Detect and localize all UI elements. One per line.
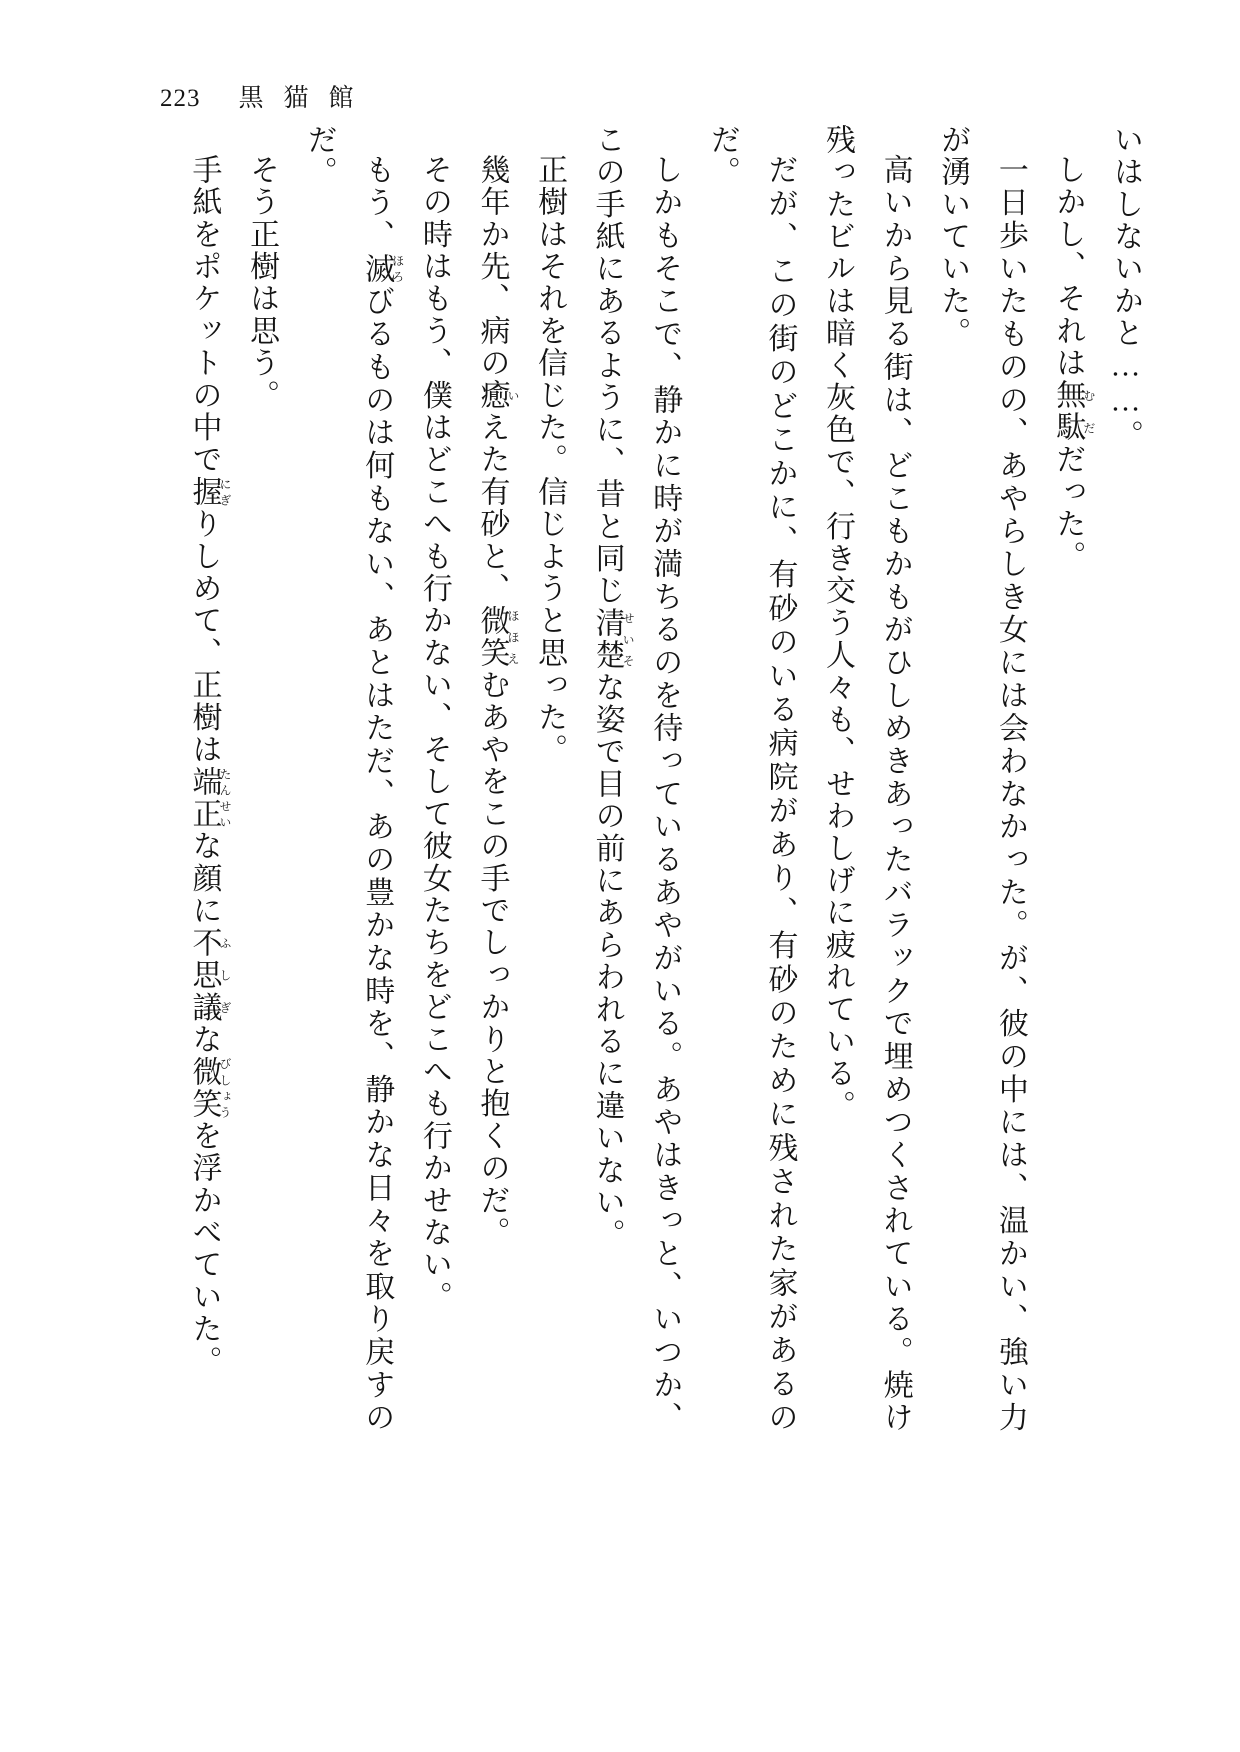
paragraph: しかもそこで、静かに時が満ちるのを待っているあやがいる。あやはきっと、いつか、この手紙にあるように、昔と同じ清楚せいそな姿で目の前にあらわれるに違いない。 xyxy=(590,124,682,1434)
ruby-fushigi: 不思議ふしぎ xyxy=(187,926,232,1024)
paragraph: いはしないかと……。 xyxy=(1109,124,1142,452)
paragraph: 幾年か先、病の癒いえた有砂と、微笑ほほえむあやをこの手でしっかりと抱くのだ。 xyxy=(475,154,520,1249)
paragraph: 手紙をポケットの中で握にぎりしめて、正樹は端正たんせいな顔に不思議ふしぎな微笑びしょうを浮かべていた。 xyxy=(187,154,232,1378)
paragraph: しかし、それは無駄むだだった。 xyxy=(1051,154,1096,573)
paragraph: 高いから見る街は、どこもかもがひしめきあったバラックで埋めつくされている。焼け残ったビルは暗く灰色で、行き交う人々も、せわしげに疲れている。 xyxy=(821,124,912,1434)
ruby-muda: 無駄むだ xyxy=(1051,379,1096,444)
ruby-tansei: 端正たんせい xyxy=(187,765,232,831)
ruby-horo: 滅ほろ xyxy=(360,252,405,286)
ruby-nigi: 握にぎ xyxy=(187,476,232,509)
paragraph: 正樹はそれを信じた。信じようと思った。 xyxy=(533,154,567,766)
ruby-hohoe: 微笑ほほえ xyxy=(475,604,520,670)
paragraph: だが、この街のどこかに、有砂のいる病院があり、有砂のために残された家があるのだ。 xyxy=(705,124,797,1434)
body-text xyxy=(144,124,1154,1434)
paragraph: 一日歩いたものの、あやらしき女には会わなかった。が、彼の中には、温かい、強い力が湧いていた。 xyxy=(936,124,1027,1434)
running-head xyxy=(160,78,374,114)
page-number: 223 xyxy=(160,85,201,112)
ruby-bishou: 微笑びしょう xyxy=(187,1055,232,1121)
book-title: 黒猫館 xyxy=(238,85,374,112)
paragraph: もう、滅ほろびるものは何もない、あとはただ、あの豊かな時を、静かな日々を取り戻すのだ。 xyxy=(302,124,405,1435)
ruby-seiso: 清楚せいそ xyxy=(590,607,636,672)
paragraph: その時はもう、僕はどこへも行かない、そして彼女たちをどこへも行かせない。 xyxy=(417,154,451,1314)
paragraph: そう正樹は思う。 xyxy=(245,154,279,412)
ruby-ie: 癒い xyxy=(475,379,520,412)
